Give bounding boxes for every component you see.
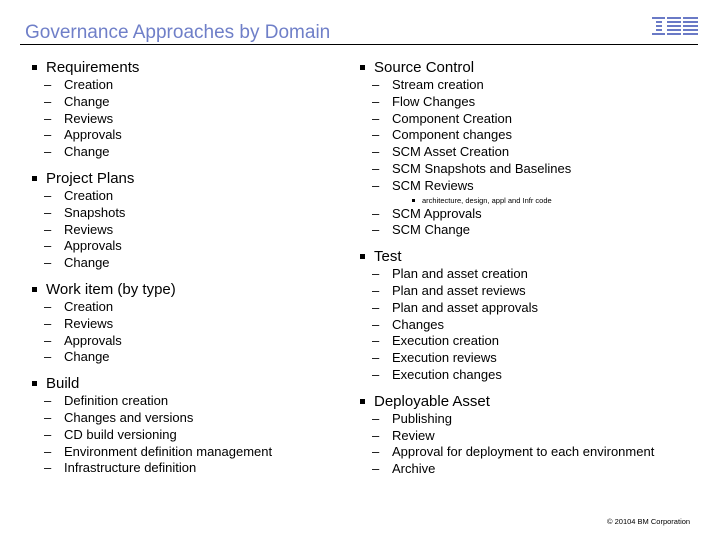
dash-icon: – (372, 160, 380, 176)
list-item (44, 188, 352, 205)
item-text: Change (64, 93, 110, 109)
list-item (372, 144, 710, 161)
square-bullet-icon (360, 399, 365, 404)
item-text: Change (64, 349, 110, 365)
item-text: Change (64, 144, 110, 160)
left-column (32, 58, 352, 477)
item-text: Snapshots (64, 204, 126, 220)
dash-icon: – (44, 315, 52, 331)
dash-icon: – (44, 238, 52, 254)
list-item (44, 333, 352, 350)
dash-icon: – (372, 93, 380, 109)
item-text: Reviews (64, 221, 114, 237)
item-text: SCM Approvals (392, 205, 482, 221)
item-text: Environment definition management (64, 443, 273, 459)
list-item (44, 222, 352, 239)
list-item (44, 299, 352, 316)
item-text: Approvals (64, 127, 122, 143)
item-text: SCM Snapshots and Baselines (392, 160, 572, 176)
dash-icon: – (44, 298, 52, 314)
item-text: Plan and asset reviews (392, 282, 526, 298)
dash-icon: – (372, 144, 380, 160)
dash-icon: – (372, 205, 380, 221)
item-text: Archive (392, 461, 436, 477)
item-text: SCM Asset Creation (392, 144, 510, 160)
section-build (32, 374, 352, 477)
item-text: Creation (64, 187, 114, 203)
section-test (360, 247, 710, 384)
list-item (372, 367, 710, 384)
section-heading: Source Control (374, 59, 475, 76)
list-item (44, 77, 352, 94)
item-text: Plan and asset creation (392, 266, 528, 282)
dash-icon: – (372, 333, 380, 349)
item-text: Stream creation (392, 77, 484, 92)
item-text: Approvals (64, 332, 122, 348)
subitem-text: architecture, design, appl and Infr code (422, 195, 552, 205)
dash-icon: – (372, 366, 380, 382)
list-item (372, 94, 710, 111)
item-text: CD build versioning (64, 426, 177, 442)
dash-icon: – (372, 222, 380, 238)
item-text: Review (392, 427, 435, 443)
section-heading: Project Plans (46, 169, 135, 187)
right-column (360, 58, 710, 478)
list-item (372, 300, 710, 317)
dash-icon: – (372, 110, 380, 126)
square-bullet-icon (360, 65, 365, 70)
dash-icon: – (372, 427, 380, 443)
dash-icon: – (372, 444, 380, 460)
dash-icon: – (372, 77, 380, 92)
section-deployable-asset (360, 392, 710, 478)
square-bullet-icon (32, 176, 37, 181)
list-item (372, 127, 710, 144)
dash-icon: – (44, 144, 52, 160)
list-item (44, 144, 352, 161)
list-item (44, 111, 352, 128)
dash-icon: – (44, 77, 52, 92)
list-item (372, 283, 710, 300)
item-text: Flow Changes (392, 93, 476, 109)
dash-icon: – (372, 350, 380, 366)
ibm-logo-icon (652, 16, 698, 38)
copyright-footer: © 20104 BM Corporation (607, 517, 691, 526)
dash-icon: – (44, 255, 52, 271)
dash-icon: – (44, 93, 52, 109)
section-project-plans (32, 169, 352, 272)
dash-icon: – (372, 316, 380, 332)
list-item (372, 222, 710, 239)
item-text: Execution changes (392, 366, 502, 382)
item-text: Execution creation (392, 333, 499, 349)
list-item (372, 333, 710, 350)
dash-icon: – (44, 349, 52, 365)
list-item (44, 94, 352, 111)
item-text: Approval for deployment to each environment (392, 444, 655, 460)
item-text: SCM Reviews (392, 177, 474, 193)
list-item (372, 77, 710, 94)
list-item (44, 127, 352, 144)
dash-icon: – (44, 443, 52, 459)
dash-icon: – (44, 204, 52, 220)
square-bullet-icon (32, 287, 37, 292)
section-heading: Work item (by type) (46, 280, 176, 298)
list-item (372, 350, 710, 367)
item-text: Plan and asset approvals (392, 299, 538, 315)
item-text: Approvals (64, 238, 122, 254)
dash-icon: – (372, 266, 380, 282)
dash-icon: – (44, 127, 52, 143)
dash-icon: – (44, 409, 52, 425)
dash-icon: – (44, 332, 52, 348)
dash-icon: – (44, 393, 52, 409)
square-bullet-icon (360, 254, 365, 259)
item-text: Definition creation (64, 393, 169, 409)
slide-title: Governance Approaches by Domain (25, 22, 331, 43)
dash-icon: – (372, 282, 380, 298)
list-item (44, 316, 352, 333)
list-item (372, 178, 710, 195)
dash-icon: – (44, 187, 52, 203)
section-work-item (32, 280, 352, 366)
square-bullet-icon (32, 65, 37, 70)
list-item (44, 460, 352, 477)
list-item (372, 266, 710, 283)
list-item (44, 444, 352, 461)
item-text: Creation (64, 298, 114, 314)
item-text: Reviews (64, 315, 114, 331)
list-item (372, 206, 710, 223)
sub-list-item (412, 195, 710, 206)
section-heading: Test (374, 248, 402, 266)
dash-icon: – (44, 426, 52, 442)
item-text: Execution reviews (392, 350, 497, 366)
list-item (44, 427, 352, 444)
section-heading: Requirements (46, 59, 140, 76)
dash-icon: – (44, 460, 52, 476)
list-item (372, 461, 710, 478)
item-text: Component changes (392, 127, 512, 143)
list-item (372, 161, 710, 178)
list-item (44, 349, 352, 366)
item-text: Reviews (64, 110, 114, 126)
list-item (372, 428, 710, 445)
dash-icon: – (44, 110, 52, 126)
dash-icon: – (44, 221, 52, 237)
list-item (44, 255, 352, 272)
dash-icon: – (372, 299, 380, 315)
item-text: SCM Change (392, 222, 471, 238)
section-source-control (360, 58, 710, 239)
item-text: Infrastructure definition (64, 460, 197, 476)
list-item (372, 317, 710, 334)
small-square-bullet-icon (412, 199, 415, 202)
list-item (372, 444, 710, 461)
item-text: Creation (64, 77, 114, 92)
section-requirements (32, 58, 352, 161)
dash-icon: – (372, 127, 380, 143)
square-bullet-icon (32, 381, 37, 386)
list-item (44, 205, 352, 222)
title-divider (20, 44, 698, 45)
item-text: Changes and versions (64, 409, 194, 425)
list-item (44, 238, 352, 255)
list-item (372, 411, 710, 428)
dash-icon: – (372, 410, 380, 426)
list-item (372, 111, 710, 128)
item-text: Changes (392, 316, 445, 332)
list-item (44, 393, 352, 410)
list-item (44, 410, 352, 427)
dash-icon: – (372, 461, 380, 477)
item-text: Change (64, 255, 110, 271)
section-heading: Build (46, 375, 80, 393)
section-heading: Deployable Asset (374, 392, 490, 410)
dash-icon: – (372, 177, 380, 193)
item-text: Component Creation (392, 110, 512, 126)
item-text: Publishing (392, 410, 452, 426)
